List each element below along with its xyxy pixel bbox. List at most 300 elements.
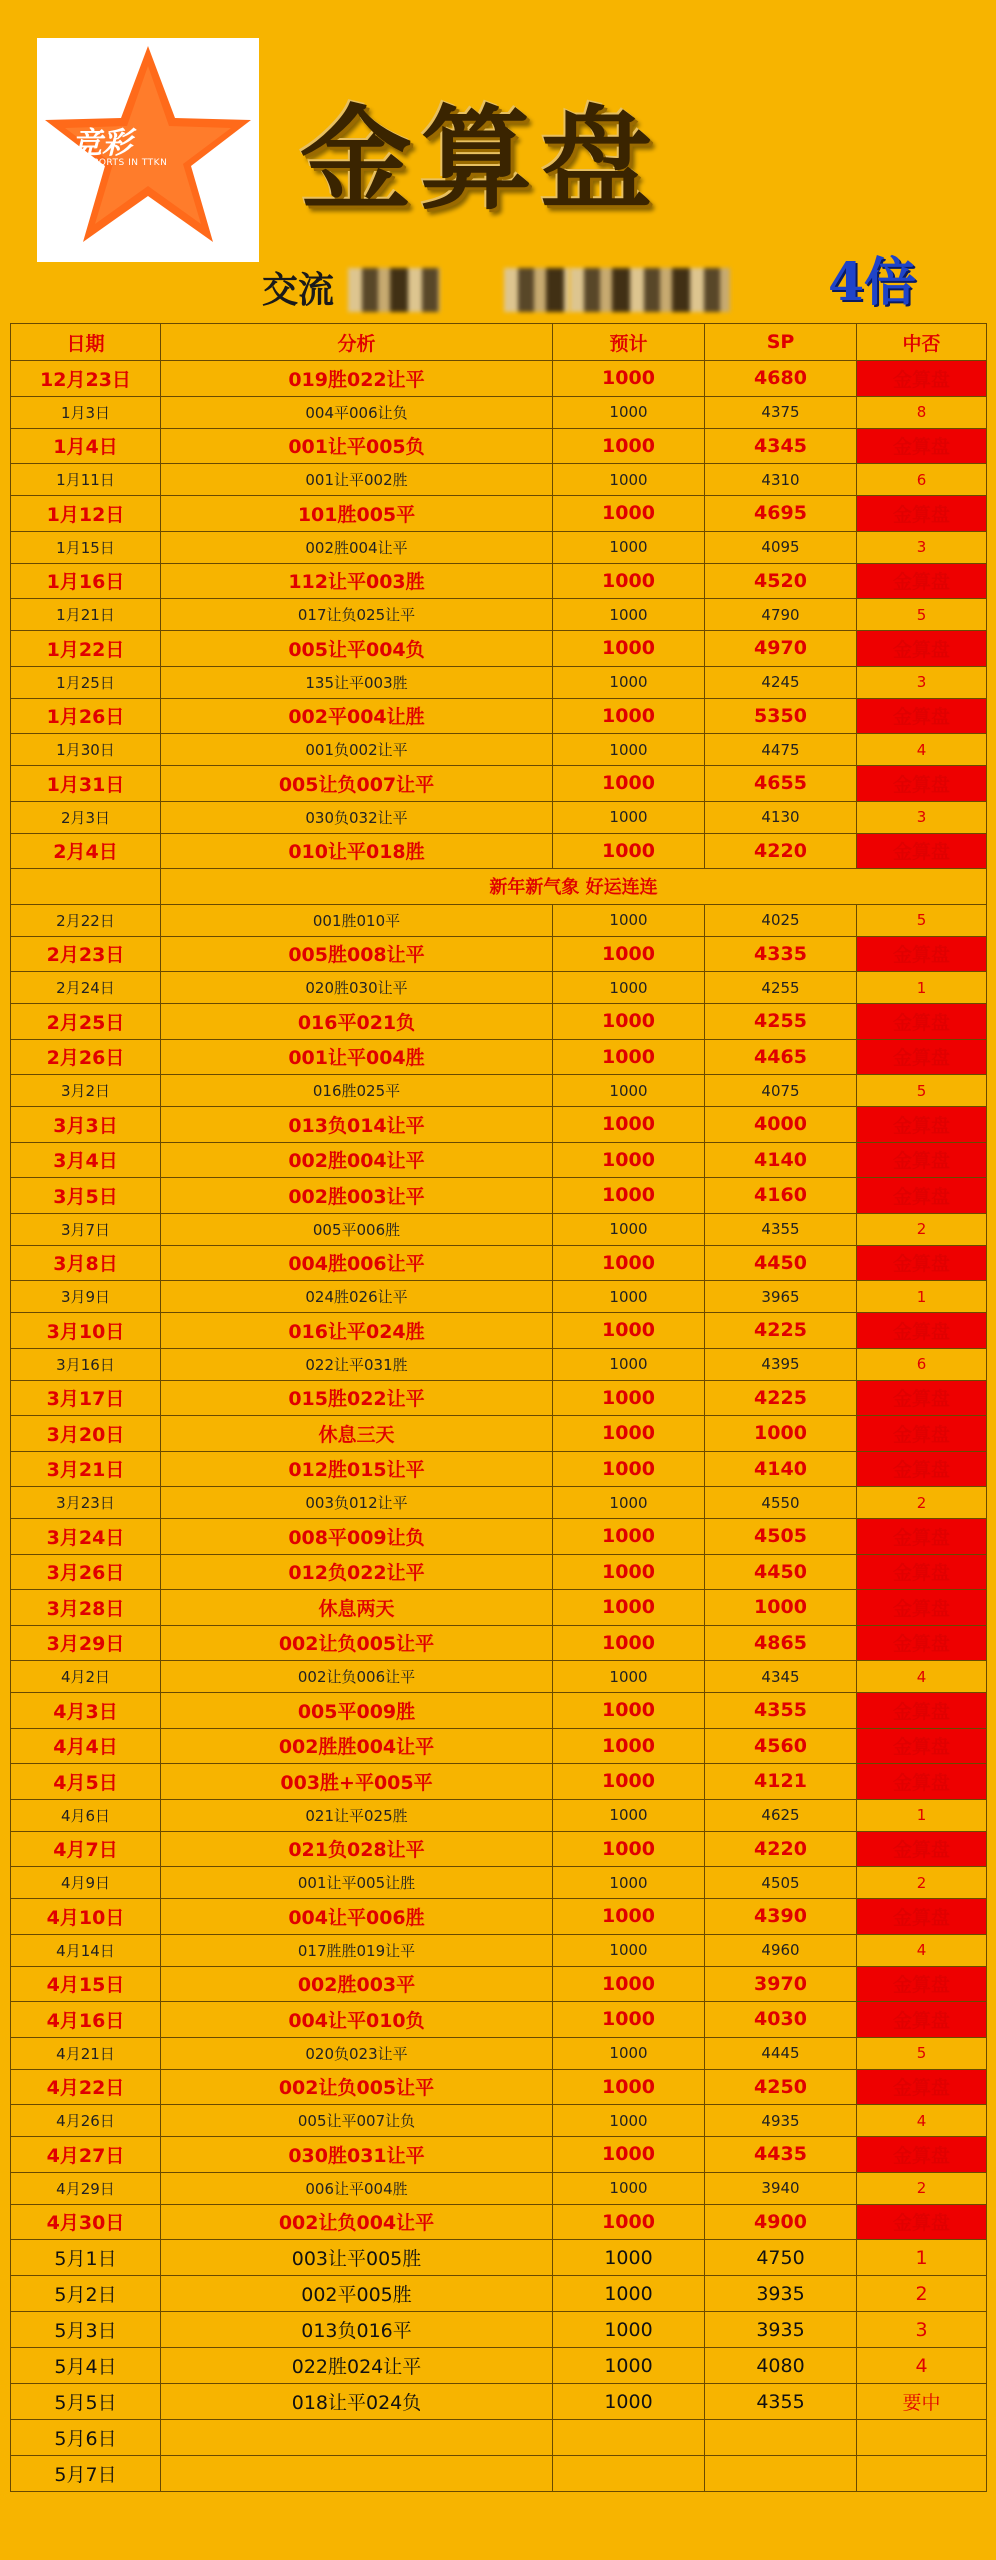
row-analysis: 001让平005让胜 — [161, 1867, 553, 1899]
row-budget: 1000 — [553, 1728, 705, 1764]
row-analysis: 016胜025平 — [161, 1075, 553, 1107]
row-date: 2月3日 — [11, 801, 161, 833]
row-date: 3月2日 — [11, 1075, 161, 1107]
header-result: 中否 — [857, 324, 987, 361]
row-sp: 3935 — [705, 2312, 857, 2348]
row-date: 4月9日 — [11, 1867, 161, 1899]
row-sp: 4250 — [705, 2069, 857, 2105]
row-result: 8 — [857, 396, 987, 428]
row-date: 12月23日 — [11, 361, 161, 397]
row-sp: 3970 — [705, 1966, 857, 2002]
row-budget: 1000 — [553, 1934, 705, 1966]
row-date: 4月10日 — [11, 1899, 161, 1935]
row-result: 4 — [857, 2348, 987, 2384]
page-title: 金算盘 — [300, 94, 660, 225]
row-result: 金算盘 — [857, 1245, 987, 1281]
row-budget: 1000 — [553, 1799, 705, 1831]
row-budget: 1000 — [553, 801, 705, 833]
table-row — [11, 2348, 987, 2384]
row-date: 1月26日 — [11, 698, 161, 734]
table-row — [11, 1867, 987, 1899]
row-result: 金算盘 — [857, 1107, 987, 1143]
row-date: 1月22日 — [11, 631, 161, 667]
row-result: 金算盘 — [857, 1764, 987, 1800]
row-sp: 4335 — [705, 936, 857, 972]
row-budget: 1000 — [553, 698, 705, 734]
row-analysis: 112让平003胜 — [161, 563, 553, 599]
row-budget: 1000 — [553, 599, 705, 631]
row-analysis: 020负023让平 — [161, 2037, 553, 2069]
row-sp: 4655 — [705, 766, 857, 802]
row-budget: 1000 — [553, 1075, 705, 1107]
row-date: 3月21日 — [11, 1451, 161, 1487]
table-row — [11, 972, 987, 1004]
row-result: 金算盘 — [857, 1590, 987, 1626]
notice-text: 新年新气象 好运连连 — [161, 869, 987, 905]
row-analysis: 022让平031胜 — [161, 1348, 553, 1380]
row-analysis: 休息三天 — [161, 1416, 553, 1452]
row-sp: 4445 — [705, 2037, 857, 2069]
row-sp: 4395 — [705, 1348, 857, 1380]
row-date: 3月28日 — [11, 1590, 161, 1626]
row-sp: 4900 — [705, 2204, 857, 2240]
row-date: 3月23日 — [11, 1487, 161, 1519]
row-sp: 4130 — [705, 801, 857, 833]
logo — [37, 38, 259, 262]
row-sp: 4345 — [705, 1661, 857, 1693]
row-result: 金算盘 — [857, 1966, 987, 2002]
header — [0, 0, 996, 323]
row-analysis: 012胜015让平 — [161, 1451, 553, 1487]
row-analysis: 002平004让胜 — [161, 698, 553, 734]
row-budget: 1000 — [553, 666, 705, 698]
row-budget: 1000 — [553, 1107, 705, 1143]
row-budget: 1000 — [553, 2348, 705, 2384]
row-sp: 1000 — [705, 1416, 857, 1452]
row-analysis: 004让平006胜 — [161, 1899, 553, 1935]
row-date: 4月5日 — [11, 1764, 161, 1800]
row-result: 金算盘 — [857, 1178, 987, 1214]
row-budget: 1000 — [553, 396, 705, 428]
row-result: 金算盘 — [857, 631, 987, 667]
row-budget: 1000 — [553, 1245, 705, 1281]
row-analysis: 002让负004让平 — [161, 2204, 553, 2240]
table-row — [11, 1213, 987, 1245]
row-result: 2 — [857, 1867, 987, 1899]
row-result: 金算盘 — [857, 496, 987, 532]
row-analysis: 005让平004负 — [161, 631, 553, 667]
row-sp: 4160 — [705, 1178, 857, 1214]
row-result: 要中 — [857, 2384, 987, 2420]
row-analysis: 001让平005负 — [161, 428, 553, 464]
row-budget: 1000 — [553, 2069, 705, 2105]
redacted-contact-3 — [570, 268, 730, 312]
row-analysis: 021负028让平 — [161, 1831, 553, 1867]
row-result: 金算盘 — [857, 1625, 987, 1661]
row-date: 3月9日 — [11, 1281, 161, 1313]
table-row — [11, 801, 987, 833]
row-result: 金算盘 — [857, 1313, 987, 1349]
row-result: 5 — [857, 1075, 987, 1107]
table-row — [11, 1142, 987, 1178]
table-row — [11, 2069, 987, 2105]
row-sp: 3940 — [705, 2172, 857, 2204]
row-analysis: 008平009让负 — [161, 1519, 553, 1555]
row-sp: 4375 — [705, 396, 857, 428]
row-sp: 4560 — [705, 1728, 857, 1764]
row-result: 2 — [857, 1487, 987, 1519]
row-sp: 4000 — [705, 1107, 857, 1143]
row-analysis: 017胜胜019让平 — [161, 1934, 553, 1966]
row-analysis: 019胜022让平 — [161, 361, 553, 397]
row-analysis: 018让平024负 — [161, 2384, 553, 2420]
row-result: 金算盘 — [857, 2204, 987, 2240]
table-row — [11, 666, 987, 698]
row-sp: 4075 — [705, 1075, 857, 1107]
table-row — [11, 2456, 987, 2492]
row-date: 4月6日 — [11, 1799, 161, 1831]
logo-subtext: SPORTS IN TTKN — [86, 158, 168, 168]
row-result: 4 — [857, 734, 987, 766]
table-row — [11, 464, 987, 496]
row-date: 5月6日 — [11, 2420, 161, 2456]
table-row — [11, 2240, 987, 2276]
row-date: 4月7日 — [11, 1831, 161, 1867]
row-sp: 5350 — [705, 698, 857, 734]
row-analysis: 012负022让平 — [161, 1554, 553, 1590]
table-row — [11, 1416, 987, 1452]
row-analysis: 013负014让平 — [161, 1107, 553, 1143]
row-result: 金算盘 — [857, 2002, 987, 2038]
row-result: 3 — [857, 666, 987, 698]
row-result: 1 — [857, 2240, 987, 2276]
table-row — [11, 1661, 987, 1693]
row-sp: 4790 — [705, 599, 857, 631]
row-analysis: 004平006让负 — [161, 396, 553, 428]
row-result: 金算盘 — [857, 1039, 987, 1075]
row-result: 金算盘 — [857, 361, 987, 397]
row-analysis: 022胜024让平 — [161, 2348, 553, 2384]
row-budget: 1000 — [553, 464, 705, 496]
row-sp — [705, 2456, 857, 2492]
row-budget: 1000 — [553, 1178, 705, 1214]
row-date: 2月23日 — [11, 936, 161, 972]
row-budget: 1000 — [553, 531, 705, 563]
row-result: 金算盘 — [857, 698, 987, 734]
row-budget: 1000 — [553, 2137, 705, 2173]
table-row — [11, 1487, 987, 1519]
row-date: 3月16日 — [11, 1348, 161, 1380]
row-analysis: 001胜010平 — [161, 904, 553, 936]
row-analysis: 010让平018胜 — [161, 833, 553, 869]
row-analysis: 135让平003胜 — [161, 666, 553, 698]
row-date: 4月14日 — [11, 1934, 161, 1966]
row-analysis — [161, 2456, 553, 2492]
row-result: 1 — [857, 972, 987, 1004]
table-row — [11, 1728, 987, 1764]
table-row — [11, 904, 987, 936]
redacted-contact-2 — [504, 268, 570, 312]
row-budget: 1000 — [553, 1625, 705, 1661]
row-date: 2月24日 — [11, 972, 161, 1004]
row-sp: 4960 — [705, 1934, 857, 1966]
row-result: 5 — [857, 904, 987, 936]
row-analysis: 002让负006让平 — [161, 1661, 553, 1693]
table-row — [11, 563, 987, 599]
row-budget: 1000 — [553, 563, 705, 599]
row-date: 5月7日 — [11, 2456, 161, 2492]
row-budget: 1000 — [553, 1867, 705, 1899]
notice-row — [11, 869, 987, 905]
row-budget: 1000 — [553, 1661, 705, 1693]
row-date: 2月26日 — [11, 1039, 161, 1075]
row-sp: 4245 — [705, 666, 857, 698]
row-analysis: 021让平025胜 — [161, 1799, 553, 1831]
row-budget — [553, 2420, 705, 2456]
table-row — [11, 496, 987, 532]
redacted-contact-1 — [348, 268, 440, 312]
table-row — [11, 1075, 987, 1107]
row-budget — [553, 2456, 705, 2492]
row-budget: 1000 — [553, 1451, 705, 1487]
row-result: 6 — [857, 1348, 987, 1380]
table-row — [11, 1519, 987, 1555]
row-budget: 1000 — [553, 1281, 705, 1313]
row-date: 3月3日 — [11, 1107, 161, 1143]
row-sp: 4140 — [705, 1142, 857, 1178]
row-sp: 4030 — [705, 2002, 857, 2038]
table-row — [11, 631, 987, 667]
row-sp: 4505 — [705, 1867, 857, 1899]
row-analysis: 001让平002胜 — [161, 464, 553, 496]
row-result: 4 — [857, 2105, 987, 2137]
row-sp: 3935 — [705, 2276, 857, 2312]
table-row — [11, 2002, 987, 2038]
table-row — [11, 1178, 987, 1214]
notice-spacer — [11, 869, 161, 905]
table-row — [11, 1590, 987, 1626]
row-budget: 1000 — [553, 1764, 705, 1800]
row-result: 金算盘 — [857, 2069, 987, 2105]
table-row — [11, 1764, 987, 1800]
row-result: 4 — [857, 1661, 987, 1693]
row-budget: 1000 — [553, 766, 705, 802]
row-result: 3 — [857, 531, 987, 563]
row-sp: 4355 — [705, 1693, 857, 1729]
header-budget: 预计 — [553, 324, 705, 361]
row-sp: 1000 — [705, 1590, 857, 1626]
row-date: 4月2日 — [11, 1661, 161, 1693]
row-analysis: 016让平024胜 — [161, 1313, 553, 1349]
row-sp: 4390 — [705, 1899, 857, 1935]
row-result: 2 — [857, 2276, 987, 2312]
row-budget: 1000 — [553, 428, 705, 464]
row-date: 5月1日 — [11, 2240, 161, 2276]
row-sp — [705, 2420, 857, 2456]
row-result — [857, 2456, 987, 2492]
row-analysis: 休息两天 — [161, 1590, 553, 1626]
row-date: 3月24日 — [11, 1519, 161, 1555]
row-result: 金算盘 — [857, 1519, 987, 1555]
row-sp: 4220 — [705, 1831, 857, 1867]
row-result: 5 — [857, 2037, 987, 2069]
row-budget: 1000 — [553, 1554, 705, 1590]
row-analysis: 002胜003平 — [161, 1966, 553, 2002]
table-header-row — [11, 324, 987, 361]
row-date: 3月20日 — [11, 1416, 161, 1452]
row-sp: 4140 — [705, 1451, 857, 1487]
row-budget: 1000 — [553, 496, 705, 532]
row-sp: 4025 — [705, 904, 857, 936]
row-result: 2 — [857, 1213, 987, 1245]
table-row — [11, 2037, 987, 2069]
row-date: 3月26日 — [11, 1554, 161, 1590]
table-row — [11, 2312, 987, 2348]
row-analysis: 006让平004胜 — [161, 2172, 553, 2204]
row-date: 1月16日 — [11, 563, 161, 599]
header-analysis: 分析 — [161, 324, 553, 361]
row-date: 1月30日 — [11, 734, 161, 766]
row-budget: 1000 — [553, 972, 705, 1004]
table-row — [11, 2204, 987, 2240]
row-sp: 4505 — [705, 1519, 857, 1555]
table-row — [11, 1039, 987, 1075]
row-date: 2月25日 — [11, 1004, 161, 1040]
row-date: 4月3日 — [11, 1693, 161, 1729]
row-sp: 4220 — [705, 833, 857, 869]
row-result: 3 — [857, 801, 987, 833]
row-result: 金算盘 — [857, 1831, 987, 1867]
row-budget: 1000 — [553, 734, 705, 766]
row-budget: 1000 — [553, 1590, 705, 1626]
row-date: 4月16日 — [11, 2002, 161, 2038]
row-result: 2 — [857, 2172, 987, 2204]
row-date: 3月29日 — [11, 1625, 161, 1661]
header-date: 日期 — [11, 324, 161, 361]
row-result: 金算盘 — [857, 1004, 987, 1040]
row-date: 2月4日 — [11, 833, 161, 869]
row-analysis: 003胜+平005平 — [161, 1764, 553, 1800]
row-budget: 1000 — [553, 1487, 705, 1519]
table-row — [11, 1107, 987, 1143]
row-date: 1月31日 — [11, 766, 161, 802]
table-row — [11, 1313, 987, 1349]
table-row — [11, 1281, 987, 1313]
row-sp: 3965 — [705, 1281, 857, 1313]
table-row — [11, 1380, 987, 1416]
row-date: 3月4日 — [11, 1142, 161, 1178]
row-analysis: 015胜022让平 — [161, 1380, 553, 1416]
table-row — [11, 531, 987, 563]
row-result: 金算盘 — [857, 1416, 987, 1452]
row-result: 金算盘 — [857, 1899, 987, 1935]
results-table-body — [11, 324, 987, 2492]
table-row — [11, 2276, 987, 2312]
row-budget: 1000 — [553, 2240, 705, 2276]
row-date: 3月17日 — [11, 1380, 161, 1416]
row-budget: 1000 — [553, 361, 705, 397]
row-budget: 1000 — [553, 2105, 705, 2137]
row-sp: 4465 — [705, 1039, 857, 1075]
row-result: 6 — [857, 464, 987, 496]
table-row — [11, 2105, 987, 2137]
table-row — [11, 1831, 987, 1867]
row-budget: 1000 — [553, 1380, 705, 1416]
row-analysis: 002胜004让平 — [161, 531, 553, 563]
row-result: 金算盘 — [857, 1380, 987, 1416]
row-budget: 1000 — [553, 1693, 705, 1729]
logo-text: 竞彩 — [72, 126, 132, 161]
row-analysis: 003让平005胜 — [161, 2240, 553, 2276]
row-result: 金算盘 — [857, 563, 987, 599]
row-budget: 1000 — [553, 2204, 705, 2240]
row-sp: 4750 — [705, 2240, 857, 2276]
row-sp: 4095 — [705, 531, 857, 563]
header-sp: SP — [705, 324, 857, 361]
row-analysis: 020胜030让平 — [161, 972, 553, 1004]
row-date: 1月21日 — [11, 599, 161, 631]
contact-label: 交流 — [262, 269, 335, 311]
table-row — [11, 1899, 987, 1935]
row-sp: 4435 — [705, 2137, 857, 2173]
row-analysis: 004胜006让平 — [161, 1245, 553, 1281]
row-date: 3月5日 — [11, 1178, 161, 1214]
row-sp: 4970 — [705, 631, 857, 667]
row-analysis: 005平006胜 — [161, 1213, 553, 1245]
row-budget: 1000 — [553, 1039, 705, 1075]
table-row — [11, 396, 987, 428]
table-row — [11, 1451, 987, 1487]
row-sp: 4225 — [705, 1380, 857, 1416]
row-analysis: 005让负007让平 — [161, 766, 553, 802]
row-date: 2月22日 — [11, 904, 161, 936]
row-date: 4月30日 — [11, 2204, 161, 2240]
table-row — [11, 361, 987, 397]
row-date: 4月27日 — [11, 2137, 161, 2173]
row-analysis: 013负016平 — [161, 2312, 553, 2348]
row-analysis — [161, 2420, 553, 2456]
row-analysis: 004让平010负 — [161, 2002, 553, 2038]
row-result: 1 — [857, 1281, 987, 1313]
table-row — [11, 1934, 987, 1966]
table-row — [11, 2420, 987, 2456]
row-date: 3月7日 — [11, 1213, 161, 1245]
row-analysis: 101胜005平 — [161, 496, 553, 532]
table-row — [11, 766, 987, 802]
row-budget: 1000 — [553, 936, 705, 972]
table-row — [11, 599, 987, 631]
row-budget: 1000 — [553, 1348, 705, 1380]
row-date: 1月15日 — [11, 531, 161, 563]
row-analysis: 005胜008让平 — [161, 936, 553, 972]
row-sp: 4475 — [705, 734, 857, 766]
row-sp: 4695 — [705, 496, 857, 532]
row-result: 金算盘 — [857, 428, 987, 464]
row-result: 金算盘 — [857, 1728, 987, 1764]
row-sp: 4080 — [705, 2348, 857, 2384]
row-budget: 1000 — [553, 2276, 705, 2312]
row-budget: 1000 — [553, 904, 705, 936]
row-result: 1 — [857, 1799, 987, 1831]
row-budget: 1000 — [553, 1899, 705, 1935]
row-budget: 1000 — [553, 1213, 705, 1245]
row-sp: 4935 — [705, 2105, 857, 2137]
row-budget: 1000 — [553, 1416, 705, 1452]
row-budget: 1000 — [553, 2384, 705, 2420]
row-sp: 4255 — [705, 972, 857, 1004]
table-row — [11, 1799, 987, 1831]
row-sp: 4520 — [705, 563, 857, 599]
